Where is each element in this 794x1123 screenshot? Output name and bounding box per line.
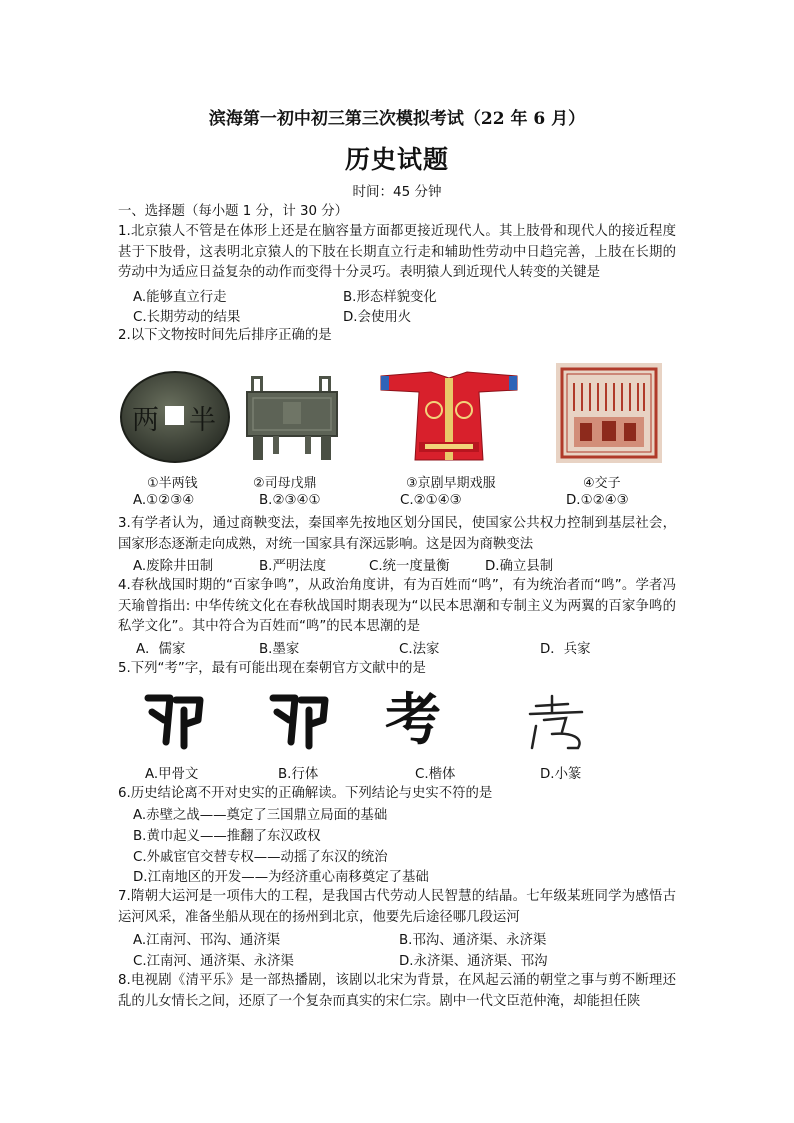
question-5-stem: 5.下列“考”字，最有可能出现在秦朝官方文献中的是 — [118, 661, 426, 676]
q6-option-b: B.黄巾起义——推翻了东汉政权 — [133, 829, 321, 844]
q4-option-c: C.法家 — [399, 642, 440, 657]
question-2-stem: 2.以下文物按时间先后排序正确的是 — [118, 328, 332, 343]
q2-caption-4: ④交子 — [583, 476, 621, 491]
q1-option-a: A.能够直立行走 — [133, 290, 227, 305]
q3-option-c: C.统一度量衡 — [369, 559, 450, 574]
regular-script-kao-glyph: 考 — [385, 687, 441, 753]
q6-option-d: D.江南地区的开发——为经济重心南移奠定了基础 — [133, 870, 429, 885]
q2-option-a: A.①②③④ — [133, 493, 195, 508]
q2-option-d: D.①②④③ — [566, 493, 629, 508]
q1-option-c: C.长期劳动的结果 — [133, 310, 241, 325]
question-7-stem: 7.隋朝大运河是一项伟大的工程，是我国古代劳动人民智慧的结晶。七年级某班同学为感悟古运河风采，准备坐船从现在的扬州到北京，他要先后途径哪几段运河 — [118, 889, 676, 925]
q4-option-d: D．兵家 — [540, 642, 591, 657]
q7-option-d: D.永济渠、通济渠、邗沟 — [399, 954, 548, 969]
q6-option-a: A.赤壁之战——奠定了三国鼎立局面的基础 — [133, 808, 388, 823]
simuwu-ding-image — [243, 374, 341, 462]
question-1-stem: 1.北京猿人不管是在体形上还是在脑容量方面都更接近现代人。其上肢骨和现代人的接近程度甚于下肢骨，这表明北京猿人的下肢在长期直立行走和辅助性劳动中日趋完善，上肢在长期的劳动中为适应日益复杂的动作而变得十分灵巧。表明猿人到近现代人转变的关键是 — [118, 224, 676, 280]
q5-option-a: A.甲骨文 — [145, 767, 199, 782]
q3-option-a: A.废除井田制 — [133, 559, 214, 574]
exam-title: 滨海第一初中初三第三次模拟考试（22 年 6 月） — [208, 109, 586, 129]
q7-option-c: C.江南河、通济渠、永济渠 — [133, 954, 294, 969]
q2-option-c: C.②①④③ — [400, 493, 462, 508]
q3-option-b: B.严明法度 — [259, 559, 327, 574]
banliang-coin-image — [119, 370, 231, 464]
exam-time: 时间：45 分钟 — [352, 184, 442, 200]
q5-option-b: B.行体 — [278, 767, 319, 782]
opera-costume-image — [379, 370, 519, 462]
q6-option-c: C.外戚宦官交替专权——动摇了东汉的统治 — [133, 850, 388, 865]
jiaozi-image — [556, 363, 662, 463]
q7-option-a: A.江南河、邗沟、通济渠 — [133, 933, 281, 948]
q4-option-a: A．儒家 — [136, 642, 186, 657]
section-title: 一、选择题（每小题 1 分，计 30 分） — [118, 204, 349, 219]
question-3-stem: 3.有学者认为，通过商鞅变法，秦国率先按地区划分国民，使国家公共权力控制到基层社会，国家形态逐渐走向成熟，对统一国家具有深远影响。这是因为商鞅变法 — [118, 516, 676, 552]
q1-option-d: D.会使用火 — [343, 310, 412, 325]
q5-option-c: C.楷体 — [415, 767, 456, 782]
q2-caption-3: ③京剧早期戏服 — [406, 476, 496, 491]
small-seal-kao-glyph — [522, 692, 590, 752]
running-script-kao-glyph — [265, 690, 335, 752]
q3-option-d: D.确立县制 — [485, 559, 554, 574]
subject-title: 历史试题 — [344, 145, 449, 174]
question-4-stem: 4.春秋战国时期的“百家争鸣”，从政治角度讲，有为百姓而“鸣”，有为统治者而“鸣”。学者冯天瑜曾指出: 中华传统文化在春秋战国时期表现为“以民本思潮和专制主义为两翼的百家争鸣的私学文化”。其中符合为百姓而“鸣”的民本思潮的是 — [118, 578, 676, 634]
q7-option-b: B.邗沟、通济渠、永济渠 — [399, 933, 547, 948]
question-8-stem: 8.电视剧《清平乐》是一部热播剧，该剧以北宋为背景，在风起云涌的朝堂之事与剪不断理还乱的儿女情长之间，还原了一个复杂而真实的宋仁宗。剧中一代文臣范仲淹，却能担任陕 — [118, 973, 676, 1009]
coin-right-char: 半 — [189, 405, 216, 436]
oracle-bone-kao-glyph — [140, 690, 210, 752]
q5-option-d: D.小篆 — [540, 767, 582, 782]
coin-left-char: 两 — [132, 405, 159, 436]
q4-option-b: B.墨家 — [259, 642, 300, 657]
q1-option-b: B.形态样貌变化 — [343, 290, 437, 305]
question-6-stem: 6.历史结论离不开对史实的正确解读。下列结论与史实不符的是 — [118, 786, 493, 801]
q2-caption-2: ②司母戊鼎 — [253, 476, 317, 491]
q2-caption-1: ①半两钱 — [147, 476, 198, 491]
q2-option-b: B.②③④① — [259, 493, 321, 508]
